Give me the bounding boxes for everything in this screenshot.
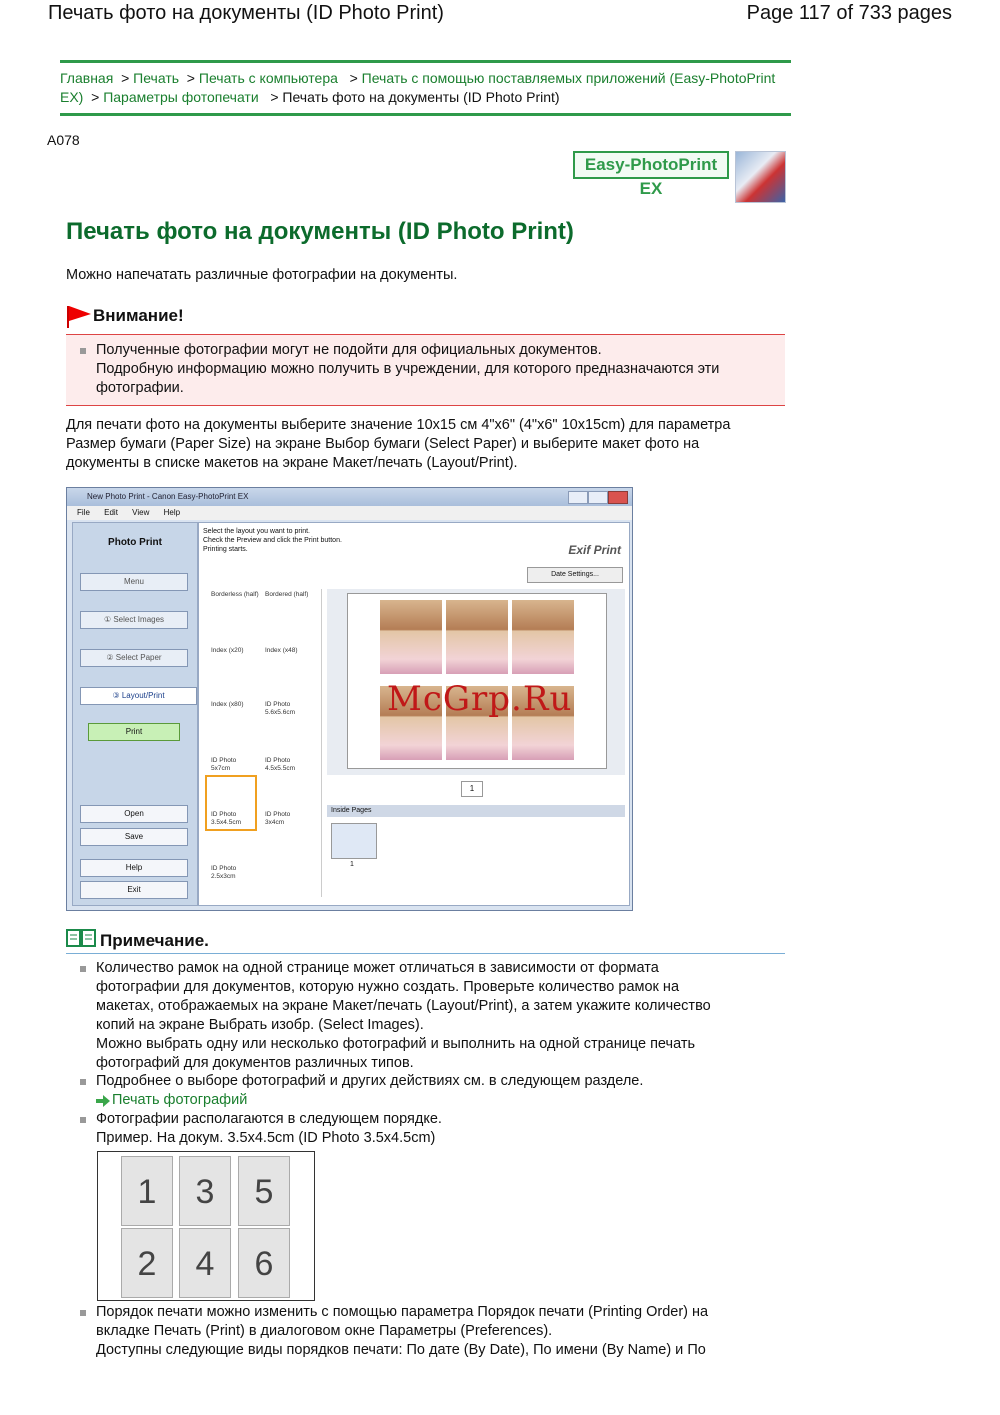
note-line: вкладке Печать (Print) в диалоговом окне Параметры (Preferences). xyxy=(96,1323,553,1339)
breadcrumb: Главная > Печать > Печать с компьютера > Печать с помощью поставляемых приложений (Easy-PhotoPrint EX) > Параметры фотопечати > Печать фото на документы (ID Photo Print) xyxy=(60,60,791,116)
sidebar-select-paper: ② Select Paper xyxy=(80,649,188,667)
breadcrumb-easy-photoprint[interactable]: Печать с помощью поставляемых приложений (Easy-PhotoPrint EX) xyxy=(60,70,776,105)
instruction-line: документы в списке макетов на экране Макет/печать (Layout/Print). xyxy=(66,455,518,471)
note-line: Подробнее о выборе фотографий и других действиях см. в следующем разделе. xyxy=(96,1073,644,1089)
print-order-diagram xyxy=(97,1151,315,1301)
preview-area xyxy=(327,589,625,775)
bullet-icon xyxy=(80,966,86,972)
menu-help: Help xyxy=(163,508,181,517)
watermark: McGrp.Ru xyxy=(387,679,573,719)
main-heading: Печать фото на документы (ID Photo Print) xyxy=(66,218,574,245)
warning-line: Полученные фотографии могут не подойти для официальных документов. xyxy=(96,342,602,358)
inside-pages-label: Inside Pages xyxy=(327,805,625,817)
note-line: Пример. На докум. 3.5x4.5cm (ID Photo 3.5x4.5cm) xyxy=(96,1130,436,1146)
layout-list xyxy=(203,589,322,897)
inside-page-number: 1 xyxy=(350,861,354,868)
sidebar-open: Open xyxy=(80,805,188,823)
photo-thumb xyxy=(512,600,574,674)
order-cell: 2 xyxy=(121,1228,173,1298)
layout-item: Borderless (half) xyxy=(211,591,259,598)
note-title: Примечание. xyxy=(100,931,209,950)
layout-item: Index (x48) xyxy=(265,647,298,654)
layout-item: ID Photo 3x4cm xyxy=(265,811,291,826)
note-line: фотографий для документов различных типов. xyxy=(96,1055,414,1071)
sidebar-exit: Exit xyxy=(80,881,188,899)
note-line: Фотографии располагаются в следующем порядке. xyxy=(96,1111,442,1127)
close-icon xyxy=(608,491,628,504)
layout-item: ID Photo 5.6x5.6cm xyxy=(265,701,295,716)
sidebar-select-images: ① Select Images xyxy=(80,611,188,629)
arrow-right-icon xyxy=(96,1095,110,1107)
sidebar xyxy=(72,522,198,906)
menu-edit: Edit xyxy=(104,508,118,517)
note-divider xyxy=(66,953,785,954)
note-line: фотографии для документов, которую нужно создать. Проверьте количество рамок на xyxy=(96,979,680,995)
instruction-line: Для печати фото на документы выберите значение 10x15 см 4"x6" (4"x6" 10x15cm) для параметра xyxy=(66,417,731,433)
layout-item: ID Photo 2.5x3cm xyxy=(211,865,237,880)
intro-text: Можно напечатать различные фотографии на документы. xyxy=(66,267,458,283)
note-line: Количество рамок на одной странице может отличаться в зависимости от формата xyxy=(96,960,659,976)
instruction-line: Размер бумаги (Paper Size) на экране Выбор бумаги (Select Paper) и выберите макет фото на xyxy=(66,436,700,452)
order-cell: 3 xyxy=(179,1156,231,1226)
sidebar-title: Photo Print xyxy=(108,537,162,548)
breadcrumb-print-from-pc[interactable]: Печать с компьютера xyxy=(198,70,338,86)
layout-item: Index (x80) xyxy=(211,701,244,708)
main-panel xyxy=(198,522,630,906)
minimize-icon xyxy=(568,491,588,504)
layout-item: ID Photo 5x7cm xyxy=(211,757,237,772)
breadcrumb-current: Печать фото на документы (ID Photo Print) xyxy=(282,89,560,105)
warning-flag-icon xyxy=(66,305,92,329)
bullet-icon xyxy=(80,1079,86,1085)
bullet-icon xyxy=(80,1117,86,1123)
date-settings-button: Date Settings... xyxy=(527,567,623,583)
breadcrumb-print[interactable]: Печать xyxy=(133,70,180,86)
app-logo-image xyxy=(735,151,786,203)
photo-thumb xyxy=(380,600,442,674)
sidebar-help: Help xyxy=(80,859,188,877)
warning-line: Подробную информацию можно получить в учреждении, для которого предназначаются эти xyxy=(96,361,720,377)
window-menu xyxy=(67,506,632,520)
menu-view: View xyxy=(132,508,150,517)
doc-code: A078 xyxy=(47,132,80,148)
app-logo: Easy-PhotoPrint EX xyxy=(573,151,729,179)
bullet-icon xyxy=(80,348,86,354)
breadcrumb-home[interactable]: Главная xyxy=(60,70,114,86)
hint-line: Printing starts. xyxy=(203,546,248,553)
warning-box xyxy=(66,334,785,406)
photo-thumb xyxy=(446,600,508,674)
link-photo-printing[interactable]: Печать фотографий xyxy=(112,1092,248,1108)
sidebar-print: Print xyxy=(88,723,180,741)
hint-text xyxy=(203,527,342,554)
note-line: Доступны следующие виды порядков печати: По дате (By Date), По имени (By Name) и По xyxy=(96,1342,706,1358)
bullet-icon xyxy=(80,1310,86,1316)
order-cell: 6 xyxy=(238,1228,290,1298)
layout-item: Index (x20) xyxy=(211,647,244,654)
layout-item: Bordered (half) xyxy=(265,591,309,598)
sidebar-layout-print: ③ Layout/Print xyxy=(80,687,197,705)
order-cell: 5 xyxy=(238,1156,290,1226)
exif-print-logo: Exif Print xyxy=(568,543,621,557)
menu-file: File xyxy=(77,508,90,517)
hint-line: Select the layout you want to print. xyxy=(203,528,311,535)
hint-line: Check the Preview and click the Print button. xyxy=(203,537,342,544)
note-book-icon xyxy=(66,928,96,948)
page-counter: Page 117 of 733 pages xyxy=(746,2,952,24)
page-number-box: 1 xyxy=(461,781,483,797)
breadcrumb-photo-settings[interactable]: Параметры фотопечати xyxy=(103,89,259,105)
sidebar-menu: Menu xyxy=(80,573,188,591)
inside-page-thumb xyxy=(331,823,377,859)
warning-line: фотографии. xyxy=(96,380,184,396)
maximize-icon xyxy=(588,491,608,504)
order-cell: 1 xyxy=(121,1156,173,1226)
layout-item: ID Photo 4.5x5.5cm xyxy=(265,757,295,772)
note-line: макетах, отображаемых на экране Макет/печать (Layout/Print), а затем укажите количество xyxy=(96,998,711,1014)
order-cell: 4 xyxy=(179,1228,231,1298)
note-line: Можно выбрать одну или несколько фотографий и выполнить на одной странице печать xyxy=(96,1036,696,1052)
window-controls xyxy=(568,491,628,503)
layout-item-selected: ID Photo 3.5x4.5cm xyxy=(211,811,241,826)
page-title: Печать фото на документы (ID Photo Print) xyxy=(48,2,444,24)
window-title: New Photo Print - Canon Easy-PhotoPrint EX xyxy=(67,488,632,506)
note-line: Порядок печати можно изменить с помощью параметра Порядок печати (Printing Order) на xyxy=(96,1304,709,1320)
sidebar-save: Save xyxy=(80,828,188,846)
warning-title: Внимание! xyxy=(93,306,184,325)
app-screenshot xyxy=(66,487,633,911)
note-line: копий на экране Выбрать изобр. (Select Images). xyxy=(96,1017,424,1033)
